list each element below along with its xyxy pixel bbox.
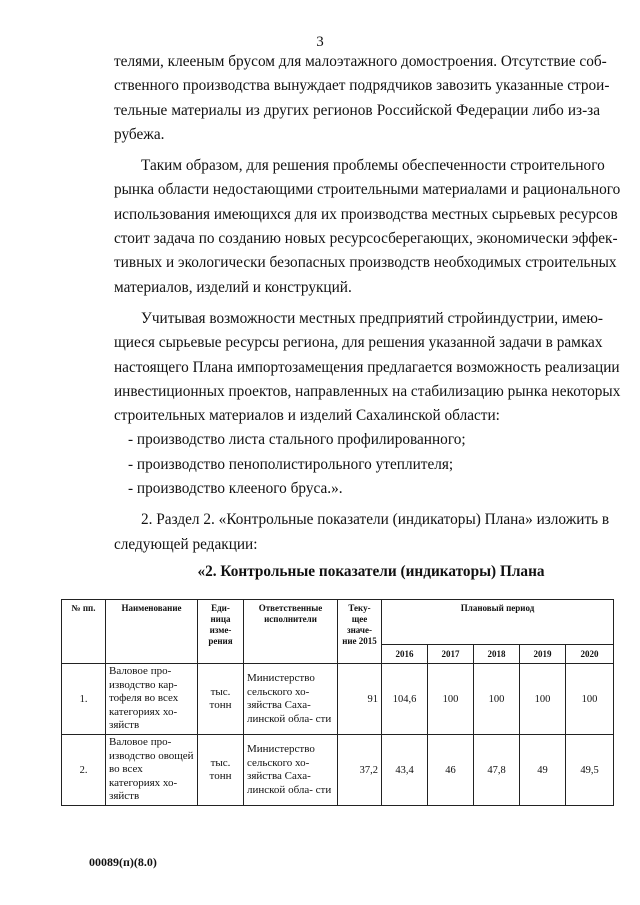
cell-responsible: Министерство сельского хо- зяйства Саха- линской обла- сти [244,735,338,806]
header-year: 2017 [428,645,474,664]
cell-value: 46 [428,735,474,806]
cell-responsible: Министерство сельского хо- зяйства Саха- линской обла- сти [244,664,338,735]
header-year: 2019 [520,645,566,664]
text-line: рынка области недостающими строительными материалами и рационального [114,181,621,199]
list-item: - производство клееного бруса.». [128,480,343,498]
cell-current: 91 [338,664,382,735]
cell-name: Валовое про- изводство овощей во всех категориях хо- зяйств [106,735,198,806]
text-line: следующей редакции: [114,535,258,553]
cell-value: 100 [566,664,614,735]
page-number: 3 [316,34,324,50]
cell-unit: тыс. тонн [198,664,244,735]
text-line: материалов, изделий и конструкций. [114,278,352,296]
header-unit: Еди- ница изме- рения [198,600,244,664]
cell-name: Валовое про- изводство кар- тофеля во всех категориях хо- зяйств [106,664,198,735]
text-line: щиеся сырьевые ресурсы региона, для решения указанной задачи в рамках [114,334,603,352]
header-current: Теку- щее значе- ние 2015 [338,600,382,664]
table-row [62,735,614,806]
cell-value: 100 [474,664,520,735]
cell-value: 47,8 [474,735,520,806]
list-item: - производство листа стального профилированного; [128,431,466,449]
indicators-table [61,599,614,806]
text-line: инвестиционных проектов, направленных на стабилизацию рынка некоторых [114,382,621,400]
cell-value: 104,6 [382,664,428,735]
text-line: ственного производства вынуждает подрядчиков завозить указанные строи- [114,77,610,95]
table-title: «2. Контрольные показатели (индикаторы) Плана [197,562,545,580]
cell-current: 37,2 [338,735,382,806]
text-line: тивных и экологически безопасных производств необходимых строительных [114,254,617,272]
text-line: Учитывая возможности местных предприятий стройиндустрии, имею- [141,309,604,327]
header-year: 2020 [566,645,614,664]
text-line: настоящего Плана импортозамещения предлагается возможность реализации [114,358,620,376]
cell-value: 49,5 [566,735,614,806]
body-text [114,50,621,584]
cell-value: 100 [428,664,474,735]
text-line: 2. Раздел 2. «Контрольные показатели (индикаторы) Плана» изложить в [141,511,610,529]
header-name: Наименование [106,600,198,664]
header-responsible: Ответственные исполнители [244,600,338,664]
cell-unit: тыс. тонн [198,735,244,806]
list-item: - производство пенополистирольного утеплителя; [128,455,454,473]
header-year: 2018 [474,645,520,664]
text-line: стоит задача по созданию новых ресурсосберегающих, экономически эффек- [114,230,618,248]
text-line: строительных материалов и изделий Сахалинской области: [114,407,500,425]
document-code: 00089(п)(8.0) [89,855,157,869]
text-line: использования имеющихся для их производства местных сырьевых ресурсов [114,205,618,223]
cell-num: 1. [62,664,106,735]
header-year: 2016 [382,645,428,664]
text-line: телями, клееным брусом для малоэтажного домостроения. Отсутствие соб- [114,53,607,70]
text-line: тельные материалы из других регионов Российской Федерации либо из-за [114,101,600,119]
cell-num: 2. [62,735,106,806]
text-line: Таким образом, для решения проблемы обеспеченности строительного [141,157,605,175]
header-planned-period: Плановый период [382,600,614,645]
table-row [62,664,614,735]
cell-value: 49 [520,735,566,806]
header-num: № пп. [62,600,106,664]
cell-value: 100 [520,664,566,735]
text-line: рубежа. [114,125,165,143]
cell-value: 43,4 [382,735,428,806]
